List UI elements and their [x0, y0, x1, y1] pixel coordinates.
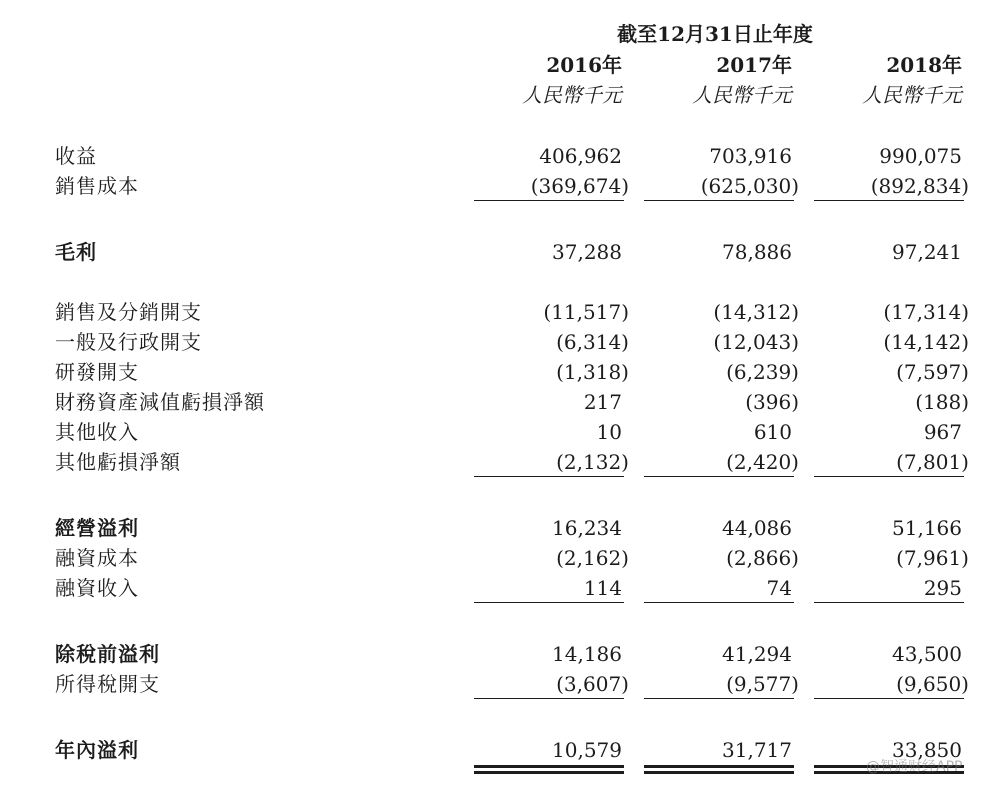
unit-2016: 人民幣千元	[522, 83, 622, 107]
income-tax-2016: (3,607)	[556, 672, 629, 696]
impairment-losses-2018: (188)	[915, 390, 969, 414]
admin-expenses-2017: (12,043)	[713, 330, 799, 354]
total-double-rule	[644, 765, 794, 774]
operating-profit-2016: 16,234	[552, 516, 622, 540]
row-label-finance-income: 融資收入	[55, 576, 139, 600]
finance-income-2017: 74	[766, 576, 792, 600]
rnd-expenses-2017: (6,239)	[726, 360, 799, 384]
profit-for-year-2016: 10,579	[552, 738, 622, 762]
other-income-2016: 10	[596, 420, 622, 444]
subtotal-rule	[474, 200, 624, 201]
operating-profit-2018: 51,166	[892, 516, 962, 540]
cost-of-sales-2018: (892,834)	[870, 174, 969, 198]
operating-profit-2017: 44,086	[722, 516, 792, 540]
year-2016-heading: 2016年	[546, 53, 622, 77]
row-label-profit-before-tax: 除稅前溢利	[55, 642, 160, 666]
total-double-rule	[474, 765, 624, 774]
row-label-rnd-expenses: 研發開支	[55, 360, 139, 384]
finance-income-2016: 114	[583, 576, 622, 600]
gross-profit-2018: 97,241	[892, 240, 962, 264]
impairment-losses-2017: (396)	[745, 390, 799, 414]
subtotal-rule	[474, 698, 624, 699]
unit-2017: 人民幣千元	[692, 83, 792, 107]
rnd-expenses-2016: (1,318)	[556, 360, 629, 384]
profit-before-tax-2018: 43,500	[892, 642, 962, 666]
finance-income-2018: 295	[923, 576, 962, 600]
revenue-2017: 703,916	[709, 144, 792, 168]
period-heading: 截至12月31日止年度	[617, 22, 813, 46]
row-label-selling-expenses: 銷售及分銷開支	[55, 300, 202, 324]
profit-for-year-2018: 33,850	[892, 738, 962, 762]
subtotal-rule	[814, 698, 964, 699]
income-tax-2017: (9,577)	[726, 672, 799, 696]
subtotal-rule	[814, 602, 964, 603]
watermark: @智通财经APP	[866, 759, 963, 775]
revenue-2016: 406,962	[539, 144, 622, 168]
gross-profit-2016: 37,288	[552, 240, 622, 264]
subtotal-rule	[644, 698, 794, 699]
row-label-finance-costs: 融資成本	[55, 546, 139, 570]
other-losses-2016: (2,132)	[556, 450, 629, 474]
other-losses-2017: (2,420)	[726, 450, 799, 474]
row-label-other-income: 其他收入	[55, 420, 139, 444]
other-losses-2018: (7,801)	[896, 450, 969, 474]
revenue-2018: 990,075	[879, 144, 962, 168]
year-2017-heading: 2017年	[716, 53, 792, 77]
row-label-impairment-losses: 財務資產減值虧損淨額	[55, 390, 265, 414]
cost-of-sales-2017: (625,030)	[700, 174, 799, 198]
profit-before-tax-2017: 41,294	[722, 642, 792, 666]
subtotal-rule	[814, 476, 964, 477]
subtotal-rule	[474, 476, 624, 477]
selling-expenses-2018: (17,314)	[883, 300, 969, 324]
selling-expenses-2016: (11,517)	[543, 300, 629, 324]
selling-expenses-2017: (14,312)	[713, 300, 799, 324]
row-label-gross-profit: 毛利	[55, 240, 97, 264]
rnd-expenses-2018: (7,597)	[896, 360, 969, 384]
cost-of-sales-2016: (369,674)	[530, 174, 629, 198]
row-label-operating-profit: 經營溢利	[55, 516, 139, 540]
row-label-admin-expenses: 一般及行政開支	[55, 330, 202, 354]
subtotal-rule	[814, 200, 964, 201]
profit-for-year-2017: 31,717	[722, 738, 792, 762]
subtotal-rule	[474, 602, 624, 603]
subtotal-rule	[644, 602, 794, 603]
subtotal-rule	[644, 476, 794, 477]
finance-costs-2017: (2,866)	[726, 546, 799, 570]
finance-costs-2016: (2,162)	[556, 546, 629, 570]
other-income-2018: 967	[923, 420, 962, 444]
impairment-losses-2016: 217	[583, 390, 622, 414]
gross-profit-2017: 78,886	[722, 240, 792, 264]
other-income-2017: 610	[753, 420, 792, 444]
row-label-profit-for-year: 年內溢利	[55, 738, 139, 762]
admin-expenses-2016: (6,314)	[556, 330, 629, 354]
year-2018-heading: 2018年	[886, 53, 962, 77]
profit-before-tax-2016: 14,186	[552, 642, 622, 666]
unit-2018: 人民幣千元	[862, 83, 962, 107]
row-label-cost-of-sales: 銷售成本	[55, 174, 139, 198]
finance-costs-2018: (7,961)	[896, 546, 969, 570]
admin-expenses-2018: (14,142)	[883, 330, 969, 354]
row-label-revenue: 收益	[55, 144, 97, 168]
row-label-other-losses: 其他虧損淨額	[55, 450, 181, 474]
income-tax-2018: (9,650)	[896, 672, 969, 696]
row-label-income-tax: 所得稅開支	[55, 672, 160, 696]
subtotal-rule	[644, 200, 794, 201]
